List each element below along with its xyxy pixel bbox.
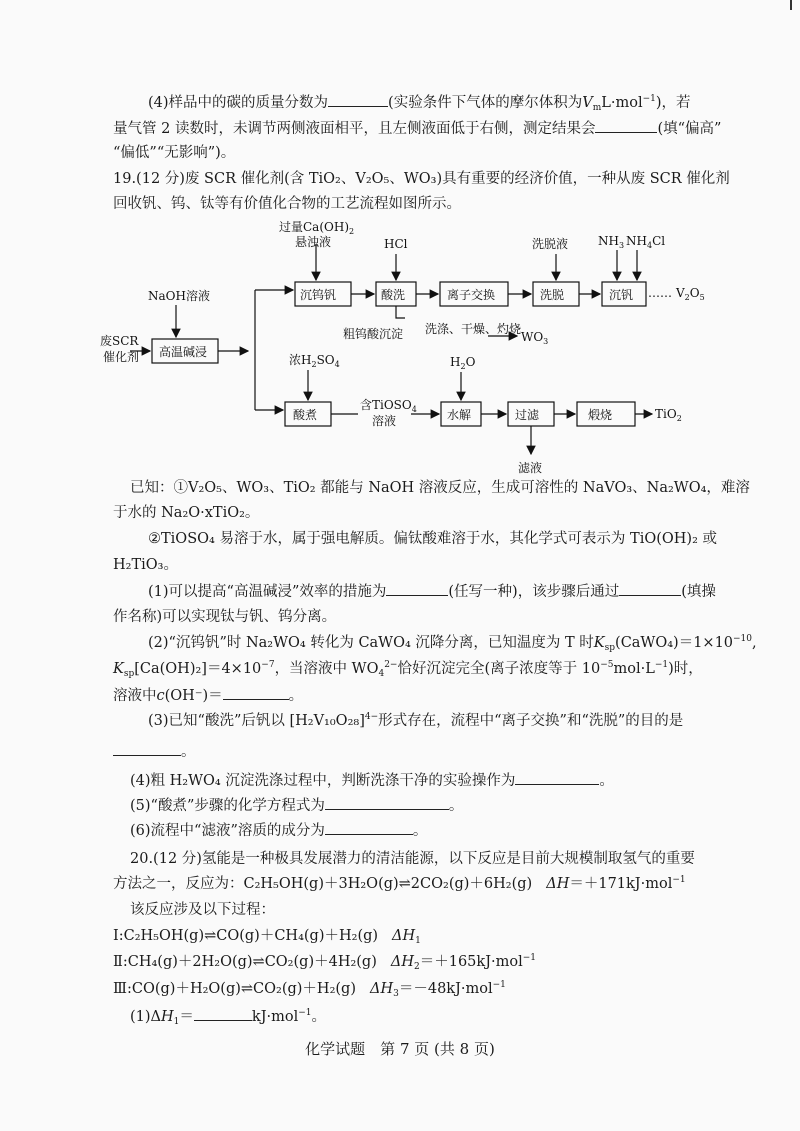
- known-1: [130, 478, 800, 498]
- symbol: 4: [378, 669, 385, 679]
- box-hydro-label: 水解: [447, 408, 472, 422]
- symbol: −10: [733, 634, 753, 644]
- symbol: 3: [393, 989, 399, 999]
- q19-text: 作名称)可以实现钛与钒、钨分离。: [113, 609, 337, 625]
- q19-s2b: [113, 659, 800, 679]
- q19-s6: (6)流程中“滤液”溶质的成分为 。: [130, 820, 800, 841]
- v2o5-label: …… $V_2O_5$: [648, 286, 705, 302]
- reaction-2: Ⅱ:CH₄(g)＋2H₂O(g)⇌CO₂(g)＋4H₂(g): [113, 954, 377, 970]
- symbol: sp: [123, 669, 135, 679]
- q20-text: ＝＋165kJ·mol: [419, 954, 523, 970]
- reaction-3: Ⅲ:CO(g)＋H₂O(g)⇌CO₂(g)＋H₂(g): [113, 981, 356, 997]
- q19-text: H₂TiO₃。: [113, 557, 178, 573]
- nh3-label: $NH_3$: [598, 234, 625, 250]
- q19-text: [Ca(OH)₂]＝4×10: [134, 661, 262, 677]
- q19-text: (任写一种)，该步骤后通过: [448, 584, 620, 600]
- q19-text: ②TiOSO₄ 易溶于水，属于强电解质。偏钛酸难溶于水，其化学式可表示为 TiO(OH)₂ 或: [148, 531, 718, 547]
- q18-text: (填“偏高”: [657, 121, 722, 137]
- q19-text: 溶液中: [113, 688, 157, 704]
- tioso4-label: 溶液: [372, 414, 397, 428]
- known-1b: [113, 503, 800, 523]
- q20-r2: [113, 952, 800, 972]
- filtrate-label: 滤液: [518, 461, 543, 475]
- q19-s1: [148, 581, 800, 602]
- symbol: sp: [604, 643, 616, 653]
- answer-blank[interactable]: [194, 1006, 252, 1021]
- known-2: [148, 529, 800, 549]
- wash-label: 洗涤、干燥、灼烧: [425, 322, 522, 336]
- q19-text: )时，: [668, 661, 703, 677]
- symbol: K: [593, 635, 605, 651]
- box-acidboil-label: 酸煮: [293, 408, 318, 422]
- answer-blank[interactable]: [386, 581, 448, 596]
- q19-s3b: 。: [113, 741, 800, 762]
- symbol: 1: [415, 936, 421, 946]
- nh4cl-label: $NH_4Cl$: [626, 234, 666, 250]
- wo3-label: $WO_3$: [521, 330, 549, 346]
- q19-text: (4)粗 H₂WO₄ 沉淀洗涤过程中，判断洗涤干净的实验操作为: [130, 773, 516, 789]
- box-leach-label: 高温碱浸: [159, 345, 208, 359]
- naoh-label: NaOH溶液: [148, 289, 210, 303]
- q20-s1: $(1)\Delta H_1= kJ\cdot mol^{-1}$。: [130, 1008, 327, 1027]
- raw-label: 废SCR: [100, 334, 139, 348]
- box-calcine-label: 煅烧: [588, 408, 613, 422]
- known-2b: [113, 555, 800, 575]
- symbol: 2−: [384, 660, 398, 670]
- tio2-label: TiO$_2$: [655, 407, 682, 423]
- crude-label: 粗钨酸沉淀: [343, 327, 404, 341]
- q19-text: (OH⁻)＝: [164, 688, 223, 704]
- q20-r3: [113, 979, 800, 999]
- answer-blank[interactable]: [113, 741, 181, 756]
- q19-text: 回收钒、钨、钛等有价值化合物的工艺流程如图所示。: [113, 196, 461, 212]
- symbol: ΔH: [390, 954, 414, 970]
- q20-header2: [113, 874, 800, 894]
- q18-text: L·mol: [601, 95, 643, 111]
- h2o-label: $H_2O$: [450, 355, 476, 371]
- q19-text: (6)流程中“滤液”溶质的成分为: [130, 823, 325, 839]
- q19-text: (2)“沉钨钒”时 Na₂WO₄ 转化为 CaWO₄ 沉降分离，已知温度为 T 时: [148, 635, 594, 651]
- symbol: −1: [672, 875, 686, 885]
- answer-blank[interactable]: [619, 581, 681, 596]
- symbol: ΔH: [369, 981, 394, 997]
- q19-s1b: [113, 607, 800, 627]
- symbol: −5: [600, 660, 614, 670]
- box-elute-label: 洗脱: [540, 288, 565, 302]
- symbol: ΔH: [392, 928, 416, 944]
- box-vprecip-label: 沉钒: [609, 288, 634, 302]
- q18-text: 量气管 2 读数时，未调节两侧液面相平，且左侧液面低于右侧，测定结果会: [113, 121, 596, 137]
- q20-text: 该反应涉及以下过程：: [130, 902, 275, 918]
- reaction-1: Ⅰ:C₂H₅OH(g)⇌CO(g)＋CH₄(g)＋H₂(g): [113, 928, 379, 944]
- q19-text: (3)已知“酸洗”后钒以 [H₂V₁₀O₂₈]: [148, 713, 365, 729]
- caoh-label: 过量$Ca(OH)_2$: [279, 220, 355, 236]
- symbol: K: [113, 661, 124, 677]
- q20-text: ＝＋171kJ·mol: [569, 876, 673, 892]
- answer-blank[interactable]: [223, 685, 289, 700]
- h2so4-label: 浓$H_2SO_4$: [289, 353, 340, 369]
- answer-blank[interactable]: [515, 770, 599, 785]
- answer-blank[interactable]: [325, 820, 413, 835]
- q18-text: “偏低”“无影响”)。: [113, 145, 236, 161]
- symbol: ΔH: [546, 876, 570, 892]
- q19-s4: (4)粗 H₂WO₄ 沉淀洗涤过程中，判断洗涤干净的实验操作为 。: [130, 770, 800, 791]
- symbol: 2: [414, 962, 420, 972]
- page-footer: [0, 1039, 800, 1059]
- caoh-label: 悬浊液: [295, 235, 332, 249]
- q19-text: 已知：①V₂O₅、WO₃、TiO₂ 都能与 NaOH 溶液反应，生成可溶性的 NaVO₃、Na₂WO₄，难溶: [130, 480, 750, 496]
- symbol: −1: [522, 953, 537, 963]
- q19-text: 于水的 Na₂O·xTiO₂。: [113, 505, 260, 521]
- q19-s2: (2)“沉钨钒”时 Na₂WO₄ 转化为 CaWO₄ 沉降分离，已知温度为 T 时$K_{sp}(CaWO_4)=1\times 10^{-10}$,: [148, 634, 757, 653]
- hcl-label: HCl: [384, 237, 408, 251]
- q20-text: kJ·mol: [251, 1009, 299, 1025]
- q19-text: (1)可以提高“高温碱浸”效率的措施为: [148, 584, 387, 600]
- q20-text: 20.(12 分)氢能是一种极具发展潜力的清洁能源，以下反应是目前大规模制取氢气的重要: [130, 851, 695, 867]
- raw-label: 催化剂: [103, 350, 140, 364]
- q19-s2c: 溶液中c(OH⁻)＝ 。: [113, 685, 800, 706]
- q18-text: (4)样品中的碳的质量分数为: [148, 95, 329, 111]
- q19-s3: [148, 711, 800, 731]
- q19-text: 形式存在，流程中“离子交换”和“洗脱”的目的是: [378, 713, 684, 729]
- q20-intro: [130, 900, 800, 920]
- q20-r1: [113, 926, 800, 946]
- q20-text: ＝: [179, 1009, 194, 1025]
- symbol: −1: [298, 1008, 312, 1018]
- q19-text: 恰好沉淀完全(离子浓度等于 10: [397, 661, 601, 677]
- q19-text: (填操: [681, 584, 716, 600]
- q18-text: (实验条件下气体的摩尔体积为: [388, 95, 583, 111]
- tioso4-label: 含TiOSO$_4$: [360, 398, 417, 414]
- q19-s5: (5)“酸煮”步骤的化学方程式为 。: [130, 795, 800, 816]
- box-ion-label: 离子交换: [447, 288, 496, 302]
- q19-text: mol·L: [613, 661, 655, 677]
- symbol: V: [582, 95, 593, 111]
- footer-text: 化学试题 第 7 页 (共 8 页): [305, 1040, 495, 1058]
- elu-label: 洗脱液: [532, 237, 569, 251]
- q20-text: ＝－48kJ·mol: [398, 981, 493, 997]
- symbol: m: [592, 103, 602, 113]
- symbol: H: [161, 1009, 174, 1025]
- symbol: 1: [173, 1017, 180, 1027]
- symbol: −1: [492, 980, 506, 990]
- q18-text: )，若: [655, 95, 691, 111]
- box-filter-label: 过滤: [515, 408, 540, 422]
- symbol: −1: [642, 94, 656, 104]
- symbol: −7: [261, 660, 275, 670]
- q20-header: [130, 849, 800, 869]
- symbol: c: [156, 688, 165, 704]
- q19-text: (CaWO₄)＝1×10: [615, 635, 734, 651]
- box-acidwash-label: 酸洗: [381, 288, 406, 302]
- symbol: 4−: [364, 712, 379, 722]
- q19-text: (5)“酸煮”步骤的化学方程式为: [130, 798, 325, 814]
- q19-text: ，当溶液中 WO: [274, 661, 379, 677]
- answer-blank[interactable]: [325, 795, 449, 810]
- q19-text: 19.(12 分)废 SCR 催化剂(含 TiO₂、V₂O₅、WO₃)具有重要的经济价值，一种从废 SCR 催化剂: [113, 171, 730, 187]
- q20-text: 方法之一，反应为：C₂H₅OH(g)＋3H₂O(g)⇌2CO₂(g)＋6H₂(g): [113, 876, 533, 892]
- box-precip-label: 沉钨钒: [300, 288, 337, 302]
- q20-text: (1)Δ: [130, 1009, 162, 1025]
- symbol: −1: [654, 660, 669, 670]
